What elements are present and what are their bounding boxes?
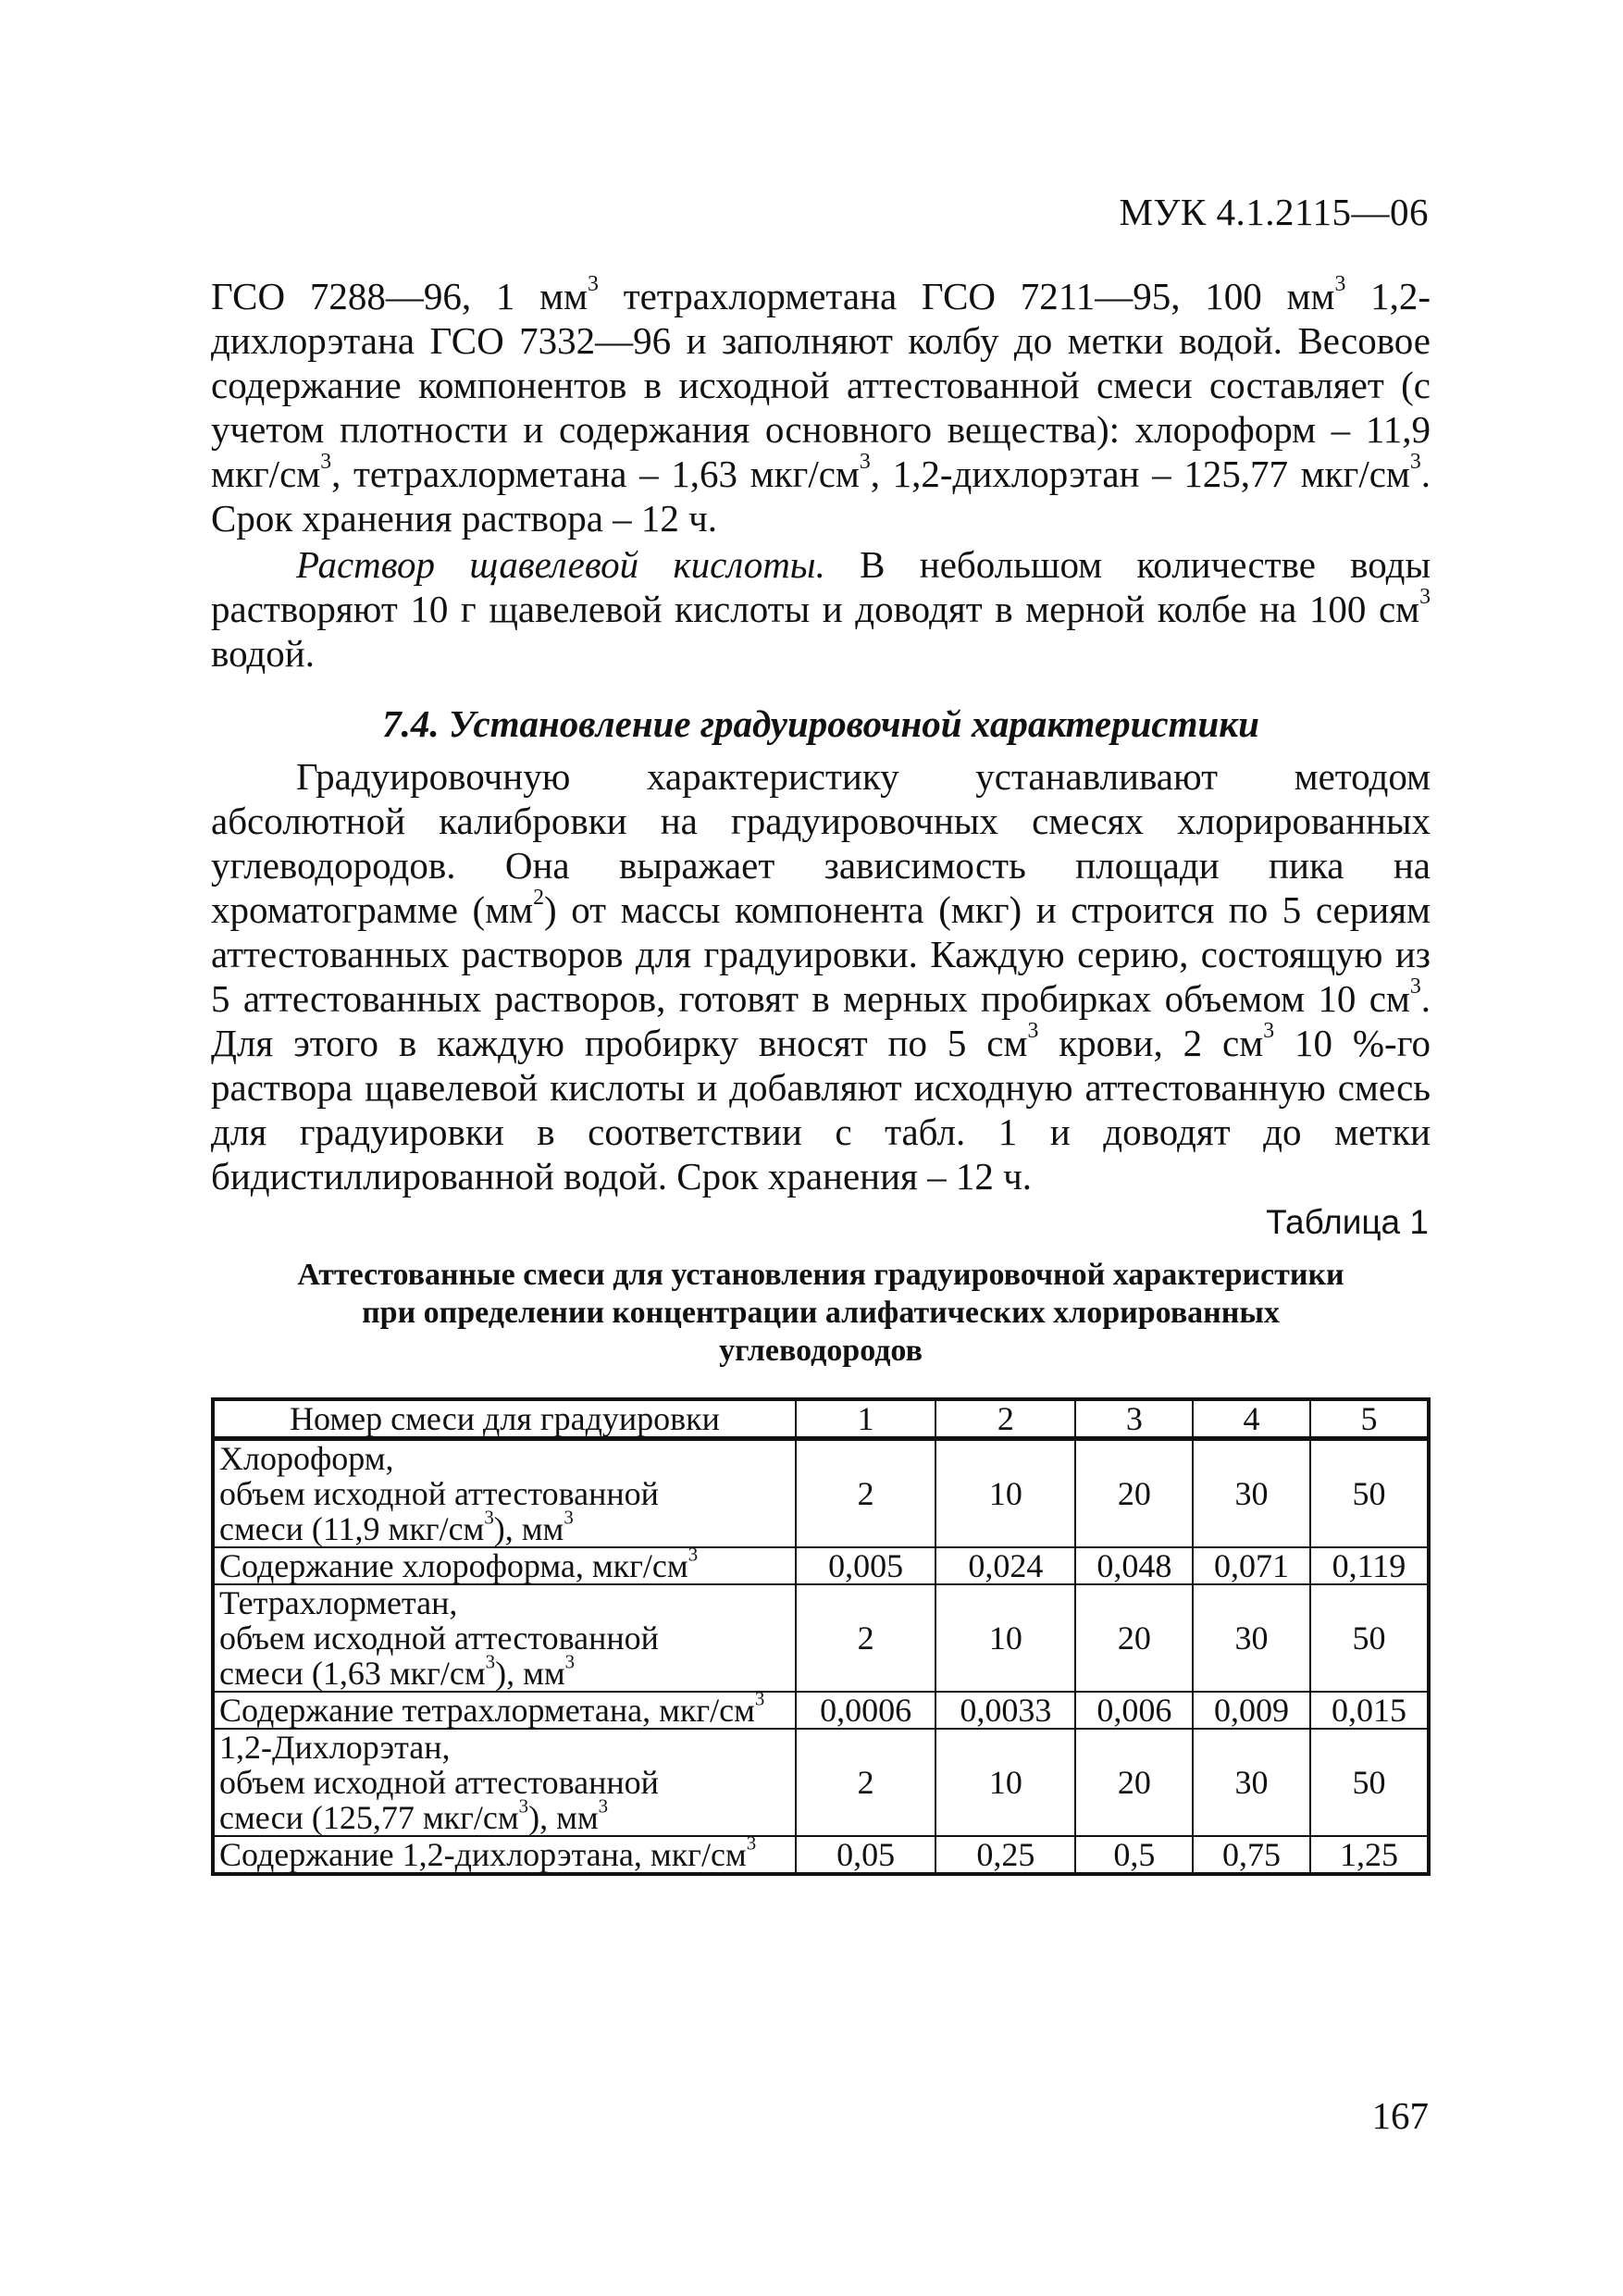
table-row-tetrachloromethane-content	[213, 1692, 1429, 1729]
table-label: Таблица 1	[1266, 1203, 1429, 1241]
row-label-chloroform-content: Содержание хлороформа, мкг/$см^3$	[213, 1547, 796, 1584]
table-cell: 0,5	[1075, 1836, 1193, 1874]
table-cell: 10	[935, 1439, 1075, 1548]
paragraph-calibration: Градуировочную характеристику устанавливают методом абсолютной калибровки на градуировочных смесях хлорированных углеводородов. Она выражает зависимость площади пика на хроматограмме $(мм^2)$ от массы компонента (мкг) и строится по 5 сериям аттестованных растворов для градуировки. Каждую серию, состоящую из 5 аттестованных растворов, готовят в мерных пробирках объемом 10 $см^3$. Для этого в каждую пробирку вносят по 5 $см^3$ крови, 2 $см^3$ 10 %-го раствора щавелевой кислоты и добавляют исходную аттестованную смесь для градуировки в соответствии с табл. 1 и доводят до метки бидистиллированной водой. Срок хранения – 12 ч.	[211, 755, 1431, 1198]
header-cell-mix-1: 1	[796, 1399, 935, 1439]
table-cell: 0,009	[1193, 1692, 1310, 1729]
table-cell: 30	[1193, 1729, 1310, 1836]
table-cell: 0,25	[935, 1836, 1075, 1874]
header-cell-mix-2: 2	[935, 1399, 1075, 1439]
table-cell: 2	[796, 1439, 935, 1548]
table-row-dichloroethane-volume	[213, 1729, 1429, 1836]
row-label-tetrachloromethane-volume: Тетрахлорметан, объем исходной аттестованной смеси (1,63 мкг/$см^3$), $мм^3$	[213, 1584, 796, 1692]
paragraph-preparation: ГСО 7288—96, 1 $мм^3$ тетрахлорметана ГСО 7211—95, 100 $мм^3$ 1,2-дихлорэтана ГСО 7332—96 и заполняют колбу до метки водой. Весовое содержание компонентов в исходной аттестованной смеси составляет (с учетом плотности и содержания основного вещества): хлороформ – 11,9 мкг/$см^3$, тетрахлорметана – 1,63 мкг/$см^3$, 1,2-дихлорэтан – 125,77 мкг/$см^3$. Срок хранения раствора – 12 ч.	[211, 271, 1431, 540]
table-cell: 2	[796, 1584, 935, 1692]
paragraph-oxalic-acid-solution: Раствор щавелевой кислоты. В небольшом количестве воды растворяют 10 г щавелевой кислоты и доводят в мерной колбе на 100 $см^3$ водой.	[211, 543, 1431, 675]
table-row-chloroform-content	[213, 1547, 1429, 1584]
table-caption: Аттестованные смеси для установления градуировочной характеристики при определении концентрации алифатических хлорированных углеводородов	[297, 1258, 1344, 1368]
table-cell: 10	[935, 1729, 1075, 1836]
row-label-chloroform-volume: Хлороформ, объем исходной аттестованной смеси (11,9 мкг/$см^3$), $мм^3$	[213, 1439, 796, 1548]
table-cell: 20	[1075, 1439, 1193, 1548]
table-row-tetrachloromethane-volume	[213, 1584, 1429, 1692]
table-cell: 20	[1075, 1729, 1193, 1836]
table-cell: 0,05	[796, 1836, 935, 1874]
table-cell: 30	[1193, 1439, 1310, 1548]
table-cell: 0,005	[796, 1547, 935, 1584]
row-label-dichloroethane-volume: 1,2-Дихлорэтан, объем исходной аттестованной смеси (125,77 мкг/$см^3$), $мм^3$	[213, 1729, 796, 1836]
table-cell: 0,024	[935, 1547, 1075, 1584]
calibration-mixtures-table	[211, 1397, 1431, 1876]
table-cell: 50	[1310, 1729, 1429, 1836]
table-cell: 0,75	[1193, 1836, 1310, 1874]
header-cell-mix-4: 4	[1193, 1399, 1310, 1439]
table-row-chloroform-volume	[213, 1439, 1429, 1548]
paragraph-italic-lead: Раствор щавелевой кислоты.	[296, 543, 825, 586]
header-cell-mix-3: 3	[1075, 1399, 1193, 1439]
table-cell: 2	[796, 1729, 935, 1836]
table-row-dichloroethane-content	[213, 1836, 1429, 1874]
table-cell: 0,0033	[935, 1692, 1075, 1729]
table-cell: 0,006	[1075, 1692, 1193, 1729]
row-label-dichloroethane-content: Содержание 1,2-дихлорэтана, мкг/$см^3$	[213, 1836, 796, 1874]
header-cell-mix-5: 5	[1310, 1399, 1429, 1439]
table-cell: 0,119	[1310, 1547, 1429, 1584]
document-code-header: МУК 4.1.2115—06	[1119, 191, 1429, 233]
table-cell: 0,071	[1193, 1547, 1310, 1584]
table-cell: 20	[1075, 1584, 1193, 1692]
table-cell: 1,25	[1310, 1836, 1429, 1874]
row-label-tetrachloromethane-content: Содержание тетрахлорметана, мкг/$см^3$	[213, 1692, 796, 1729]
table-cell: 50	[1310, 1584, 1429, 1692]
table-cell: 0,0006	[796, 1692, 935, 1729]
table-cell: 0,048	[1075, 1547, 1193, 1584]
page-number: 167	[1371, 2094, 1429, 2137]
header-cell-label: Номер смеси для градуировки	[213, 1399, 796, 1439]
table-cell: 50	[1310, 1439, 1429, 1548]
table-cell: 10	[935, 1584, 1075, 1692]
table-header-row	[213, 1399, 1429, 1439]
section-title: 7.4. Установление градуировочной характеристики	[382, 702, 1259, 745]
table-cell: 30	[1193, 1584, 1310, 1692]
table-cell: 0,015	[1310, 1692, 1429, 1729]
